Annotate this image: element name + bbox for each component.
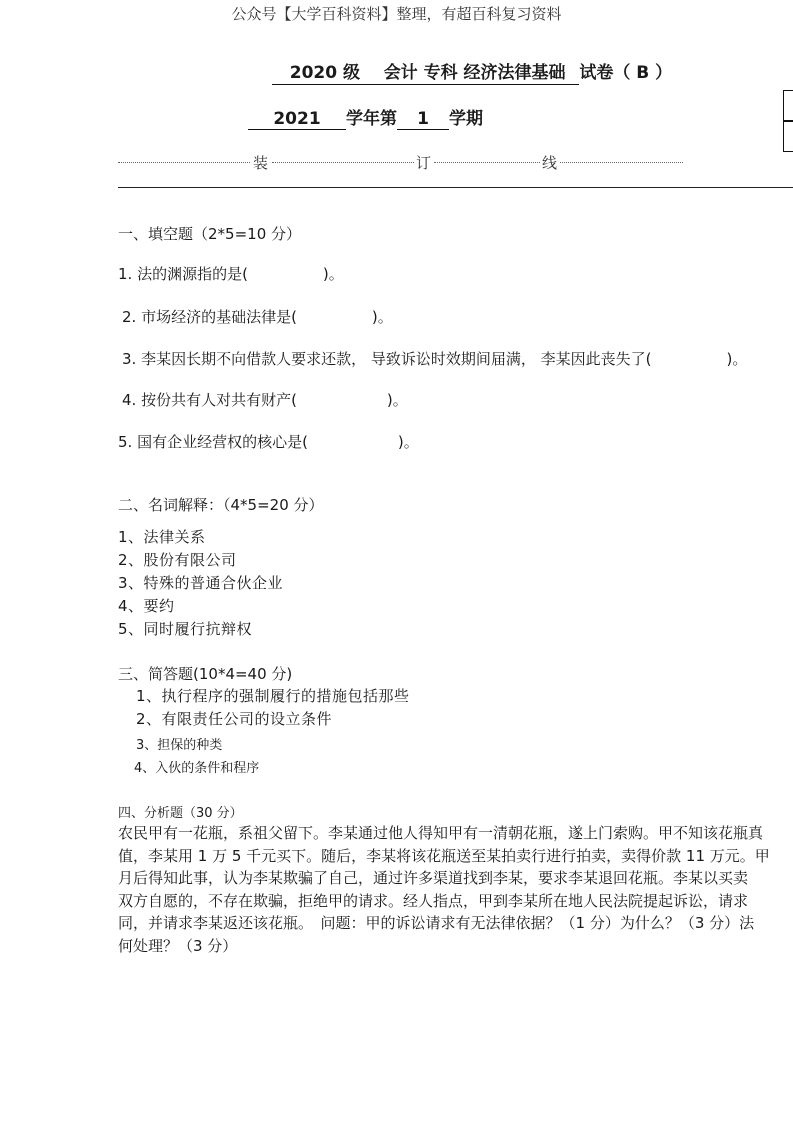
analysis-line: 何处理？（3 分）	[118, 936, 238, 955]
source-note: 公众号【大学百科资料】整理，有超百科复习资料	[231, 5, 562, 23]
term-number: 1	[397, 109, 449, 130]
binding-char-ding: 订	[416, 154, 432, 172]
term-line	[248, 104, 483, 130]
title-course: 经济法律基础	[463, 63, 566, 83]
title-grade: 2020 级	[289, 63, 360, 83]
term-item-4: 4、要约	[118, 597, 175, 615]
term-text2: 学期	[449, 109, 483, 129]
analysis-line: 双方自愿的，不存在欺骗，拒绝甲的请求。经人指点，甲到李某所在地人民法院提起诉讼，请求	[118, 891, 749, 910]
title-major: 会计 专科	[383, 63, 458, 83]
short-answer-1: 1、执行程序的强制履行的措施包括那些	[136, 687, 410, 705]
fill-question-5: 5. 国有企业经营权的核心是( )。	[118, 433, 419, 451]
binding-char-zhuang: 装	[253, 154, 269, 172]
section3-heading: 三、简答题(10*4=40 分)	[118, 665, 293, 683]
short-answer-2: 2、有限责任公司的设立条件	[136, 710, 333, 728]
title-underlined-part	[272, 58, 579, 85]
short-answer-3: 3、担保的种类	[136, 738, 223, 753]
binding-line	[118, 152, 683, 172]
fill-question-4: 4. 按份共有人对共有财产( )。	[122, 391, 408, 409]
analysis-line: 值，李某用 1 万 5 千元买下。随后，李某将该花瓶送至某拍卖行进行拍卖，卖得价款 11 万元。甲	[118, 846, 770, 865]
exam-title	[272, 58, 672, 85]
section2-heading: 二、名词解释：（4*5=20 分）	[118, 496, 324, 514]
score-box-bottom	[783, 120, 793, 152]
section1-heading: 一、填空题（2*5=10 分）	[118, 225, 302, 243]
title-suffix: 试卷（ B ）	[579, 63, 673, 83]
analysis-line: 同，并请求李某返还该花瓶。 问题：甲的诉讼请求有无法律依据？（1 分）为什么？（3 分）法	[118, 914, 755, 932]
separator-rule	[118, 187, 793, 188]
term-year: 2021	[248, 109, 346, 130]
term-item-3: 3、特殊的普通合伙企业	[118, 574, 284, 592]
analysis-paragraph	[118, 822, 793, 957]
section4-heading: 四、分析题（30 分）	[118, 806, 243, 821]
term-text1: 学年第	[346, 109, 397, 129]
binding-char-xian: 线	[542, 154, 558, 172]
fill-question-2: 2. 市场经济的基础法律是( )。	[122, 308, 393, 326]
fill-question-1: 1. 法的渊源指的是( )。	[118, 265, 344, 283]
term-item-5: 5、同时履行抗辩权	[118, 620, 253, 638]
analysis-line: 农民甲有一花瓶，系祖父留下。李某通过他人得知甲有一清朝花瓶，遂上门索购。甲不知该花瓶真	[118, 824, 764, 842]
term-item-2: 2、股份有限公司	[118, 551, 237, 569]
term-item-1: 1、法律关系	[118, 528, 206, 546]
analysis-line: 月后得知此事，认为李某欺骗了自己，通过许多渠道找到李某，要求李某退回花瓶。李某以买卖	[118, 869, 749, 887]
short-answer-4: 4、入伙的条件和程序	[134, 761, 260, 776]
score-box-top	[783, 90, 793, 122]
fill-question-3: 3. 李某因长期不向借款人要求还款， 导致诉讼时效期间届满， 李某因此丧失了( )。	[122, 350, 748, 368]
